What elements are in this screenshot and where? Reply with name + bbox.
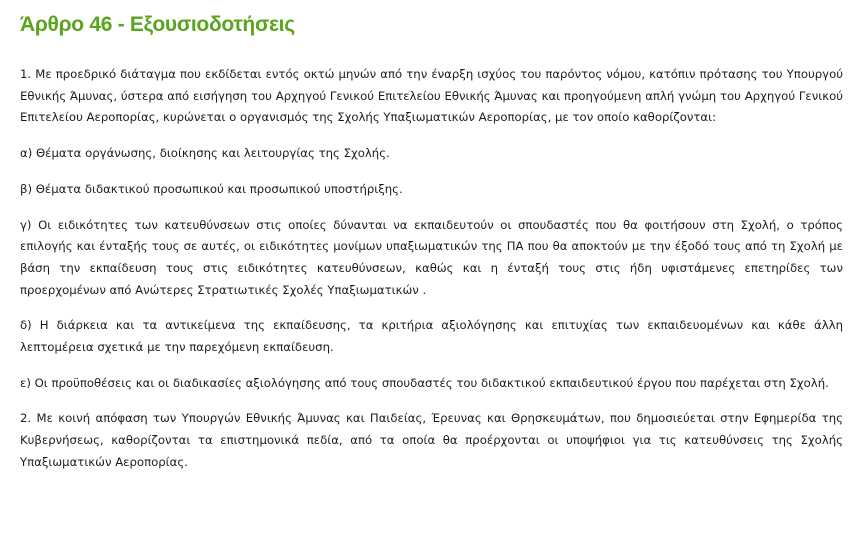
paragraph-1-a: α) Θέματα οργάνωσης, διοίκησης και λειτουργίας της Σχολής.	[20, 146, 390, 161]
paragraph-1-c: γ) Οι ειδικότητες των κατευθύνσεων στις οποίες δύνανται να εκπαιδευτούν οι σπουδαστές που θα φοιτήσουν στη Σχολή, ο τρόπος επιλογής και ένταξής τους σε αυτές, οι ειδικότητες μονίμων υπαξιωματικών της ΠΑ που θα αποκτούν με την έξοδό τους από τη Σχολή με βάση την εκπαίδευση τους στις ειδικότητες κατευθύνσεων, καθώς και η ένταξή τους στις ήδη υφιστάμενες επετηρίδες των προερχομένων από Ανώτερες Στρατιωτικές Σχολές Υπαξιωματικών .	[20, 217, 843, 297]
paragraph-1-d: δ) Η διάρκεια και τα αντικείμενα της εκπαίδευσης, τα κριτήρια αξιολόγησης και επιτυχίας των εκπαιδευομένων και κάθε άλλη λεπτομέρεια σχετικά με την παρεχόμενη εκπαίδευση.	[20, 318, 843, 355]
paragraph-1-b: β) Θέματα διδακτικού προσωπικού και προσωπικού υποστήριξης.	[20, 181, 403, 196]
paragraph-1: 1. Με προεδρικό διάταγμα που εκδίδεται εντός οκτώ μηνών από την έναρξη ισχύος του παρόντος νόμου, κατόπιν πρότασης του Υπουργού Εθνικής Άμυνας, ύστερα από εισήγηση του Αρχηγού Γενικού Επιτελείου Εθνικής Άμυνας και προηγούμενη απλή γνώμη του Αρχηγού Γενικού Επιτελείου Αεροπορίας, κυρώνεται ο οργανισμός της Σχολής Υπαξιωματικών Αεροπορίας, με τον οποίο καθορίζονται:	[20, 67, 843, 125]
paragraph-1-e: ε) Οι προϋποθέσεις και οι διαδικασίες αξιολόγησης από τους σπουδαστές του διδακτικού εκπαιδευτικού έργου που παρέχεται στη Σχολή.	[20, 375, 829, 390]
article-title: Άρθρο 46 - Εξουσιοδοτήσεις	[20, 13, 295, 36]
paragraph-2: 2. Με κοινή απόφαση των Υπουργών Εθνικής Άμυνας και Παιδείας, Έρευνας και Θρησκευμάτων, που δημοσιεύεται στην Εφημερίδα της Κυβερνήσεως, καθορίζονται τα επιστημονικά πεδία, από τα οποία θα προέρχονται οι υποψήφιοι για τις κατευθύνσεις της Σχολής Υπαξιωματικών Αεροπορίας.	[20, 411, 843, 469]
article-body	[20, 64, 843, 474]
